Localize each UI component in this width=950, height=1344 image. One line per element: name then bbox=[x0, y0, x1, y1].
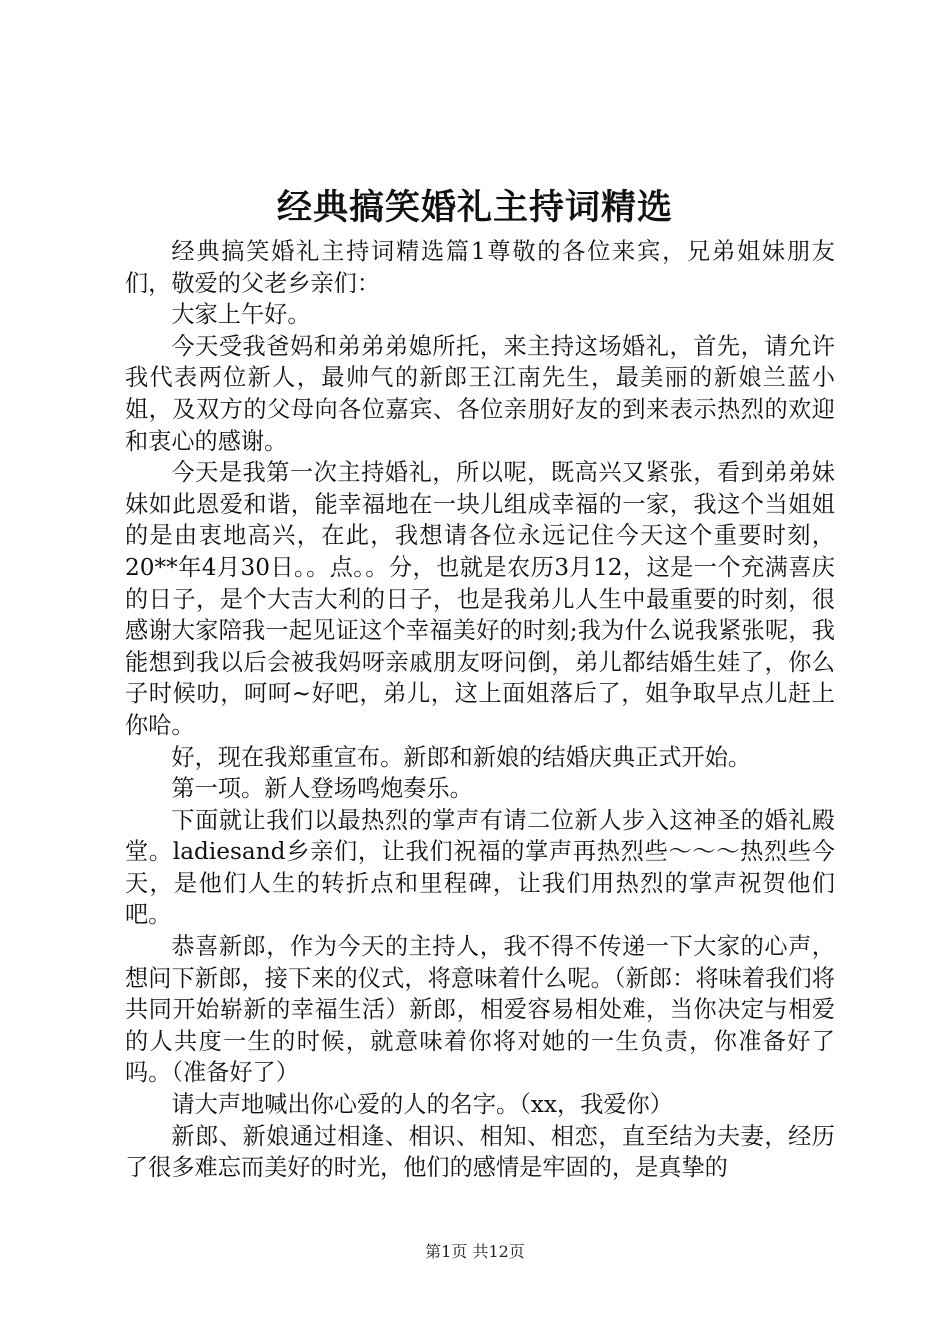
document-body bbox=[125, 236, 835, 1184]
page-title: 经典搞笑婚礼主持词精选 bbox=[276, 187, 673, 228]
paragraph: 今天是我第一次主持婚礼，所以呢，既高兴又紧张，看到弟弟妹妹如此恩爱和谐，能幸福地在一块儿组成幸福的一家，我这个当姐姐的是由衷地高兴，在此，我想请各位永远记住今天这个重要时刻，20**年4月30日。。点。。分，也就是农历3月12，这是一个充满喜庆的日子，是个大吉大利的日子，也是我弟儿人生中最重要的时刻，很感谢大家陪我一起见证这个幸福美好的时刻;我为什么说我紧张呢，我能想到我以后会被我妈呀亲戚朋友呀问倒，弟儿都结婚生娃了，你么子时候叻，呵呵~好吧，弟儿，这上面姐落后了，姐争取早点儿赶上你哈。 bbox=[125, 459, 835, 739]
paragraph: 新郎、新娘通过相逢、相识、相知、相恋，直至结为夫妻，经历了很多难忘而美好的时光，他们的感情是牢固的，是真挚的 bbox=[125, 1122, 835, 1182]
paragraph: 请大声地喊出你心爱的人的名字。（xx，我爱你） bbox=[171, 1091, 673, 1119]
paragraph: 大家上午好。 bbox=[171, 301, 311, 329]
paragraph: 今天受我爸妈和弟弟弟媳所托，来主持这场婚礼，首先，请允许我代表两位新人，最帅气的新郎王江南先生，最美丽的新娘兰蓝小姐，及双方的父母向各位嘉宾、各位亲朋好友的到来表示热烈的欢迎和衷心的感谢。 bbox=[125, 332, 835, 455]
paragraph: 好，现在我郑重宣布。新郎和新娘的结婚庆典正式开始。 bbox=[171, 743, 752, 771]
paragraph: 恭喜新郎，作为今天的主持人，我不得不传递一下大家的心声，想问下新郎，接下来的仪式，将意味着什么呢。（新郎：将味着我们将共同开始崭新的幸福生活）新郎，相爱容易相处难，当你决定与相爱的人共度一生的时候，就意味着你将对她的一生负责，你准备好了吗。（准备好了） bbox=[125, 933, 835, 1087]
paragraph: 下面就让我们以最热烈的掌声有请二位新人步入这神圣的婚礼殿堂。ladiesand乡亲们，让我们祝福的掌声再热烈些～～～热烈些今天，是他们人生的转折点和里程碑，让我们用热烈的掌声祝贺他们吧。 bbox=[125, 806, 835, 929]
paragraph: 第一项。新人登场鸣炮奏乐。 bbox=[171, 775, 473, 803]
paragraph: 经典搞笑婚礼主持词精选篇1尊敬的各位来宾，兄弟姐妹朋友们，敬爱的父老乡亲们： bbox=[125, 238, 835, 297]
page-number-footer: 第1页 共12页 bbox=[425, 1242, 525, 1261]
